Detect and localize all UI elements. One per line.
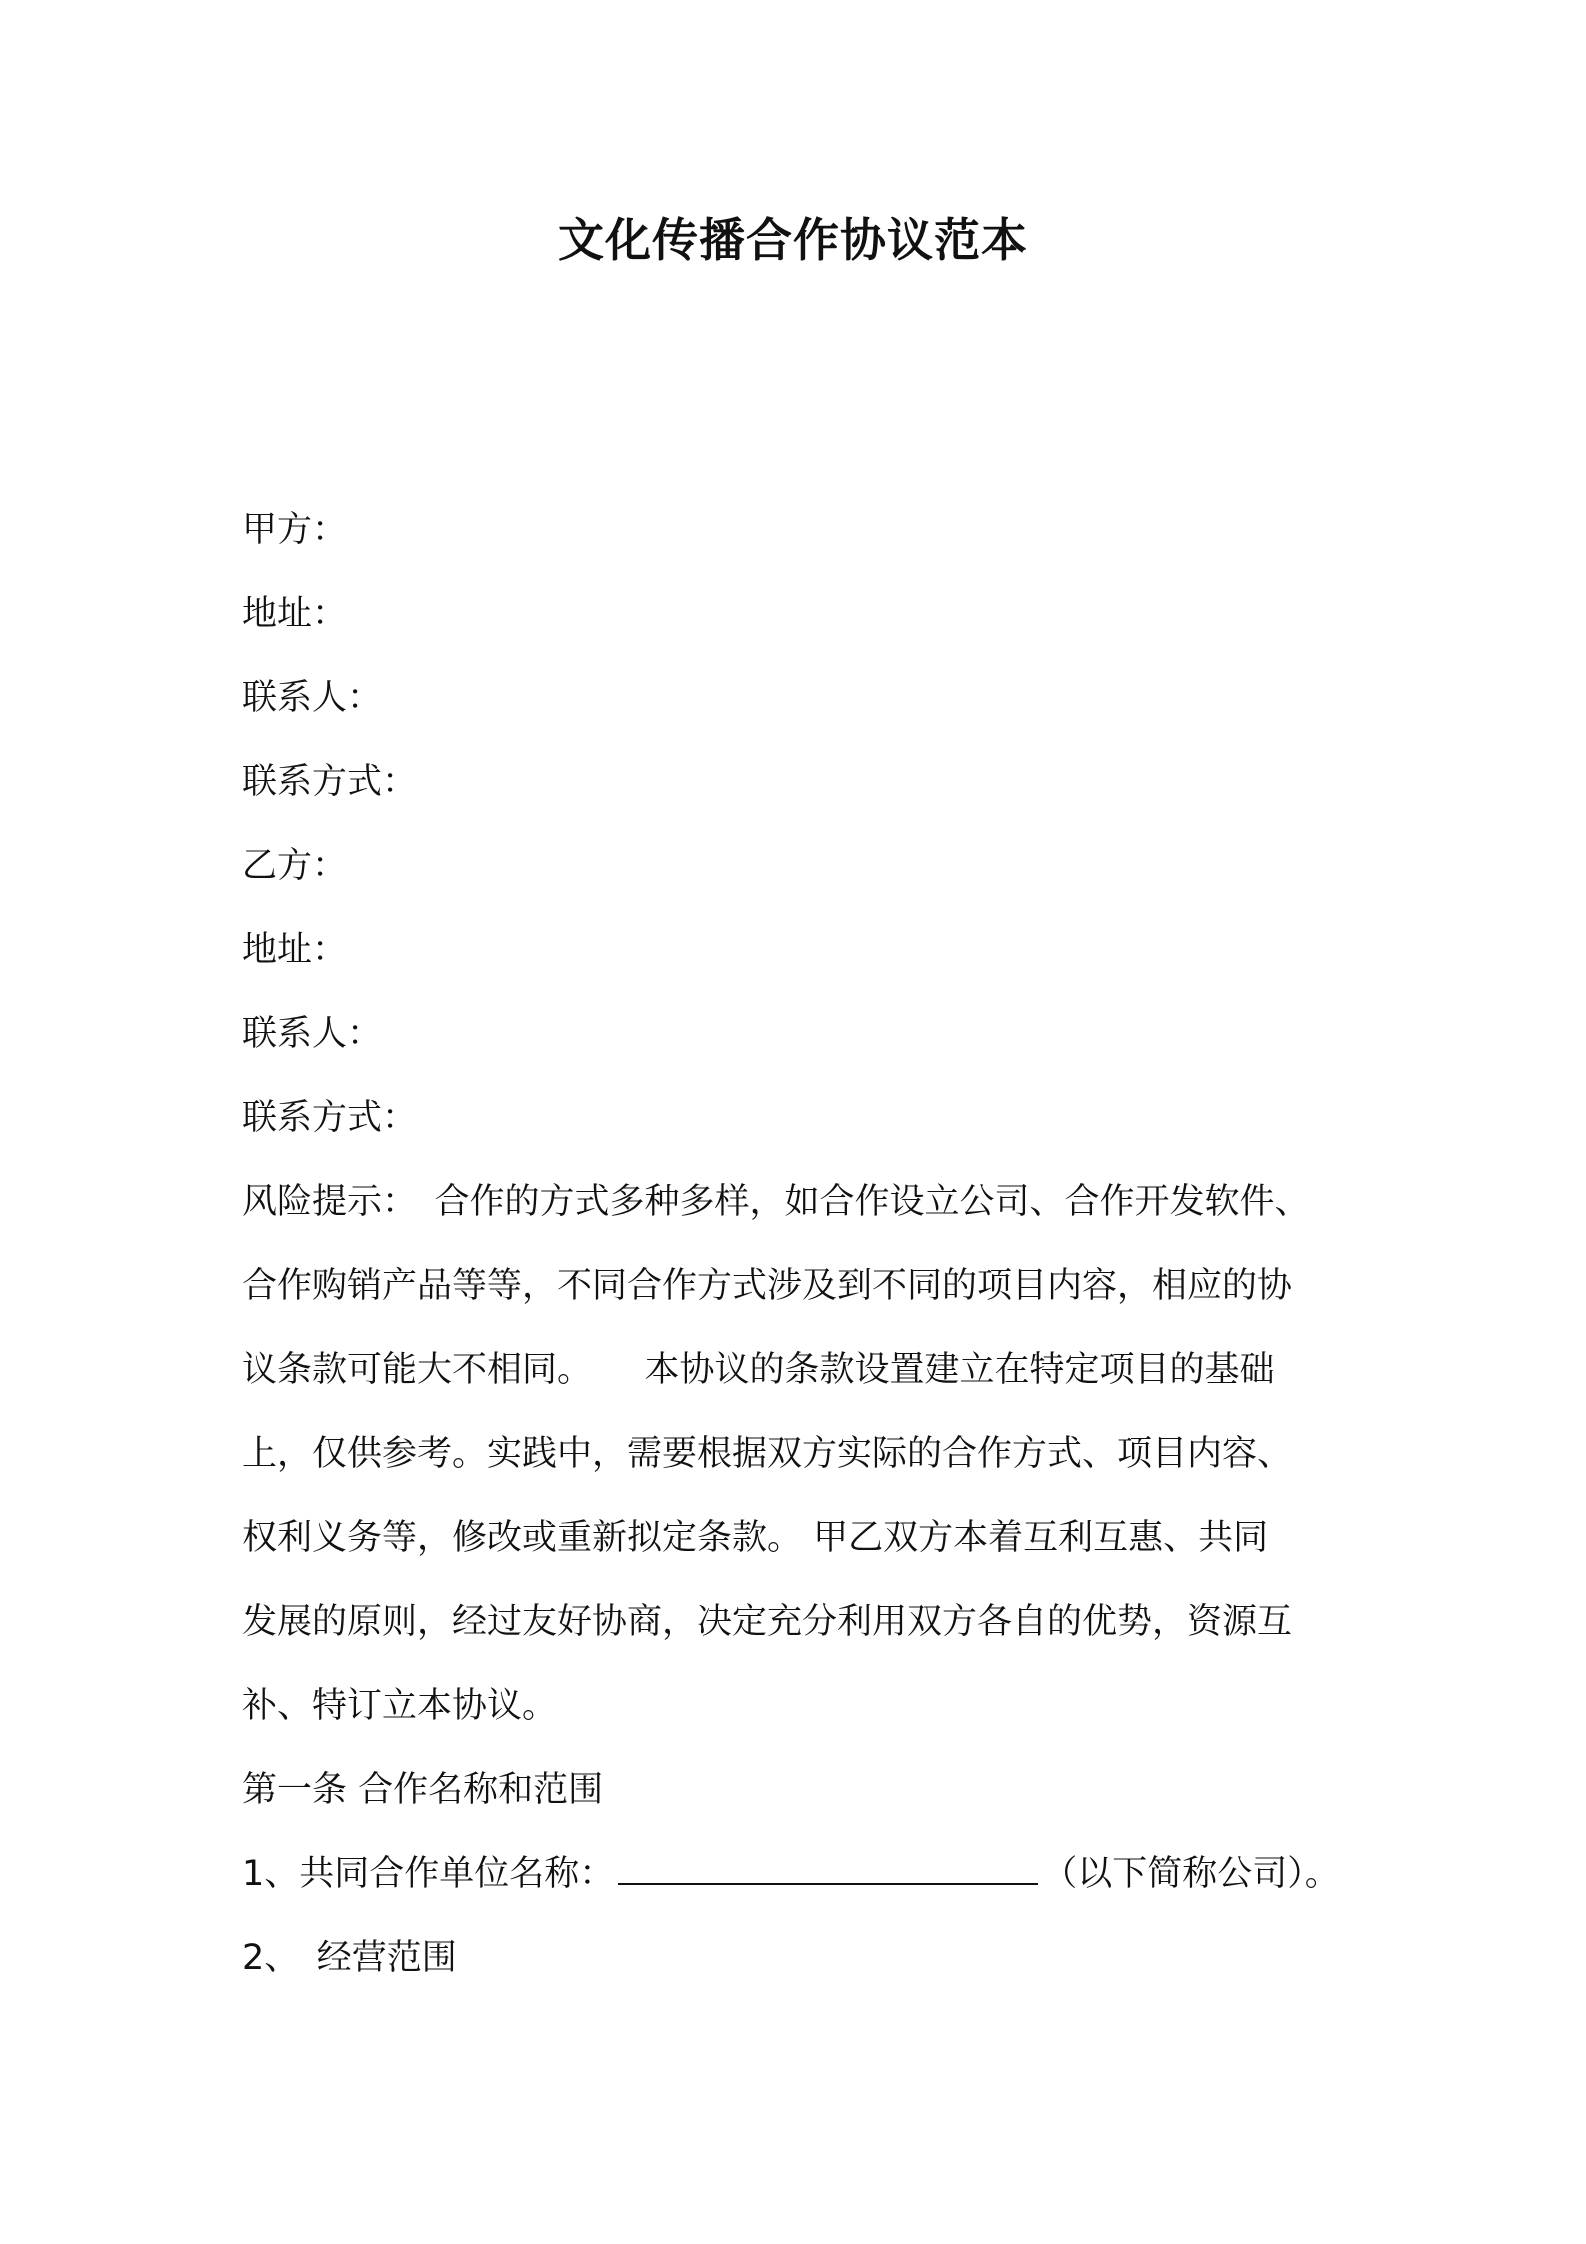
- party-b-contact-label: 联系人：: [242, 1014, 383, 1054]
- document-title: 文化传播合作协议范本: [558, 213, 1028, 267]
- party-a-address-label: 地址：: [242, 594, 348, 634]
- article-1-item-2: 2、 经营范围: [242, 1938, 457, 1978]
- risk-notice-line: 议条款可能大不相同。 本协议的条款设置建立在特定项目的基础: [242, 1350, 1275, 1390]
- party-a-label: 甲方：: [242, 510, 348, 550]
- risk-notice-line: 补、特订立本协议。: [242, 1686, 558, 1726]
- party-a-contact-method-label: 联系方式：: [242, 762, 418, 802]
- party-a-contact-label: 联系人：: [242, 678, 383, 718]
- party-b-address-label: 地址：: [242, 930, 348, 970]
- article-1-heading: 第一条 合作名称和范围: [242, 1770, 604, 1810]
- risk-notice-line: 上，仅供参考。实践中，需要根据双方实际的合作方式、项目内容、: [242, 1434, 1293, 1474]
- cooperation-unit-name-suffix: （以下简称公司）。: [1042, 1854, 1340, 1894]
- risk-notice-paragraph: [242, 1160, 1358, 1748]
- risk-notice-line: 发展的原则，经过友好协商，决定充分利用双方各自的优势，资源互: [242, 1602, 1293, 1642]
- risk-notice-line: 权利义务等，修改或重新拟定条款。 甲乙双方本着互利互惠、共同: [242, 1518, 1269, 1558]
- cooperation-unit-name-blank[interactable]: [618, 1853, 1038, 1885]
- party-b-label: 乙方：: [242, 846, 348, 886]
- risk-notice-line: 风险提示： 合作的方式多种多样，如合作设立公司、合作开发软件、: [242, 1182, 1310, 1222]
- document-body: [242, 488, 1358, 2000]
- party-b-contact-method-label: 联系方式：: [242, 1098, 418, 1138]
- risk-notice-line: 合作购销产品等等，不同合作方式涉及到不同的项目内容，相应的协: [242, 1266, 1293, 1306]
- cooperation-unit-name-label: 1、共同合作单位名称：: [242, 1854, 615, 1894]
- article-1-item-1: [242, 1832, 1358, 1916]
